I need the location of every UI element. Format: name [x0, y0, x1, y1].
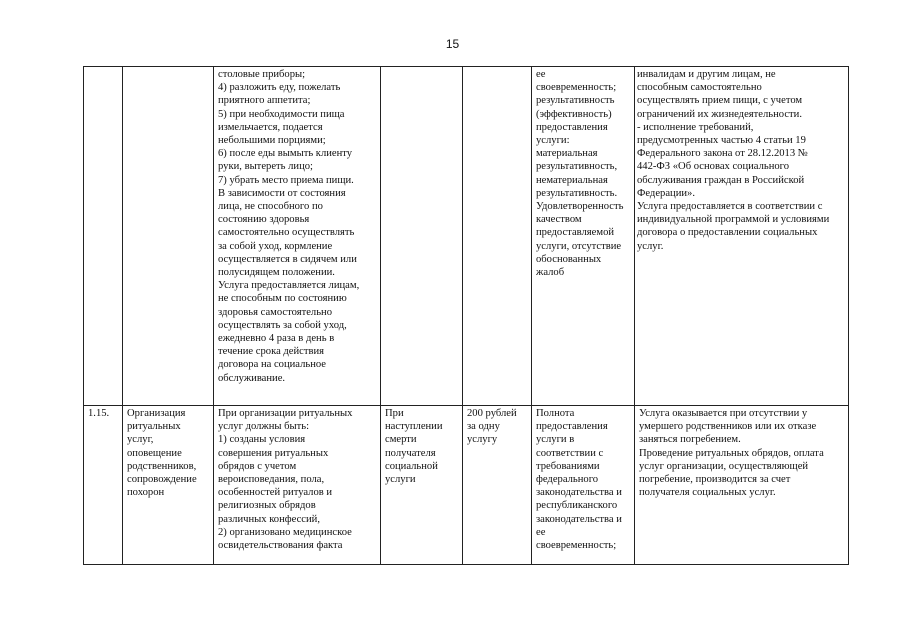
cell-text-line: оповещение — [127, 447, 182, 459]
cell-text-line: индивидуальной программой и условиями — [637, 214, 830, 226]
cell-text-line: похорон — [127, 487, 165, 499]
cell-text-line: услуги, отсутствие — [536, 240, 622, 252]
cell-text-line: предоставляемой — [536, 227, 615, 239]
cell-text-line: услуг, — [127, 434, 154, 446]
cell-conditions — [635, 406, 849, 565]
cell-text-line: материальная — [536, 148, 598, 160]
cell-text-line: качеством — [536, 214, 582, 226]
cell-text-line: различных конфессий, — [218, 513, 320, 525]
cell-text-line: здоровья самостоятельно — [218, 306, 333, 318]
cell-text-line: услуг организации, осуществляющей — [639, 460, 809, 472]
cell-text-line: договора на социальное — [218, 359, 327, 371]
cell-tariff — [463, 67, 532, 406]
cell-text-line: результативность, — [536, 161, 618, 173]
cell-text-line: заняться погребением. — [639, 434, 741, 446]
cell-text-line: осуществляется в сидячем или — [218, 253, 357, 265]
cell-text-line: Услуга оказывается при отсутствии у — [639, 408, 808, 419]
cell-text-line: своевременность; — [536, 540, 617, 552]
cell-text-line: обрядов с учетом — [218, 460, 297, 472]
cell-text-line: При организации ритуальных — [218, 408, 353, 419]
cell-text-line: приятного аппетита; — [218, 95, 311, 107]
cell-text-line: услуг должны быть: — [218, 421, 310, 433]
cell-text-line: требованиями — [536, 460, 600, 472]
cell-text-line: Услуга предоставляется в соответствии с — [637, 201, 823, 213]
cell-quality — [532, 406, 635, 565]
cell-text-line: услуги в — [536, 434, 575, 446]
cell-text-line: обслуживания граждан в Российской — [637, 174, 805, 186]
cell-text-line: 4) разложить еду, пожелать — [218, 82, 341, 94]
cell-text-line: осуществлять за собой уход, — [218, 319, 347, 331]
cell-text-line: 442-ФЗ «Об основах социального — [637, 161, 790, 173]
cell-text-line: смерти — [385, 434, 417, 446]
cell-text-line: вероисповедания, пола, — [218, 474, 325, 486]
cell-text-line: лица, не способного по — [218, 201, 323, 213]
cell-text-line: сопровождение — [127, 474, 197, 486]
cell-text-line: 1.15. — [88, 408, 110, 419]
cell-text-line: течение срока действия — [218, 346, 325, 358]
cell-text-line: Федерального закона от 28.12.2013 № — [637, 148, 808, 160]
cell-text-line: небольшими порциями; — [218, 135, 326, 147]
cell-text-line: способным самостоятельно — [637, 82, 762, 94]
cell-number — [84, 406, 123, 565]
cell-text-line: 2) организовано медицинское — [218, 526, 352, 538]
cell-text-line: - исполнение требований, — [637, 121, 754, 133]
cell-text-line: жалоб — [536, 267, 565, 279]
cell-text-line: законодательства и — [536, 513, 622, 525]
cell-text-line: ограничений их жизнедеятельности. — [637, 108, 802, 120]
cell-tariff — [463, 406, 532, 565]
cell-text-line: республиканского — [536, 500, 618, 512]
cell-text-line: руки, вытереть лицо; — [218, 161, 313, 173]
cell-text-line: не способным по состоянию — [218, 293, 347, 305]
cell-term — [381, 67, 463, 406]
cell-text-line: предусмотренных частью 4 статьи 19 — [637, 135, 806, 147]
cell-text-line: совершения ритуальных — [218, 447, 329, 459]
cell-text-line: При — [385, 408, 404, 419]
cell-text-line: Организация — [127, 408, 186, 419]
cell-text-line: 6) после еды вымыть клиенту — [218, 148, 353, 160]
cell-text-line: родственников, — [127, 460, 197, 472]
cell-text-line: ее — [536, 526, 546, 538]
services-table — [83, 66, 849, 565]
cell-text-line: за одну — [467, 421, 500, 433]
cell-text-line: религиозных обрядов — [218, 500, 316, 512]
cell-text-line: ее — [536, 69, 546, 80]
cell-number — [84, 67, 123, 406]
cell-text-line: состоянию здоровья — [218, 214, 310, 226]
cell-text-line: услуги — [385, 474, 416, 486]
cell-text-line: результативность — [536, 95, 615, 107]
table-row — [84, 406, 849, 565]
cell-text-line: умершего родственников или их отказе — [639, 421, 817, 433]
cell-text-line: результативность. — [536, 187, 618, 199]
cell-text-line: обслуживание. — [218, 372, 286, 384]
cell-text-line: освидетельствования факта — [218, 540, 343, 552]
cell-description — [214, 67, 381, 406]
page-number: 15 — [445, 37, 460, 51]
cell-quality — [532, 67, 635, 406]
cell-text-line: самостоятельно осуществлять — [218, 227, 355, 239]
cell-text-line: 5) при необходимости пища — [218, 108, 345, 120]
cell-text-line: за собой уход, кормление — [218, 240, 333, 252]
cell-text-line: услуг. — [637, 240, 664, 252]
cell-text-line: федерального — [536, 474, 599, 486]
cell-text-line: нематериальная — [536, 174, 608, 186]
cell-text-line: ежедневно 4 раза в день в — [218, 333, 335, 345]
cell-text-line: наступлении — [385, 421, 443, 433]
cell-text-line: 7) убрать место приема пищи. — [218, 174, 354, 186]
cell-text-line: полусидящем положении. — [218, 267, 335, 279]
cell-text-line: 200 рублей — [467, 408, 517, 419]
cell-text-line: Федерации». — [637, 187, 695, 199]
cell-text-line: получателя социальных услуг. — [639, 487, 776, 499]
cell-text-line: обоснованных — [536, 253, 602, 265]
cell-text-line: получателя — [385, 447, 436, 459]
cell-text-line: осуществлять прием пищи, с учетом — [637, 95, 803, 107]
cell-text-line: 1) созданы условия — [218, 434, 306, 446]
cell-text-line: погребение, производится за счет — [639, 474, 791, 486]
cell-text-line: Удовлетворенность — [536, 201, 624, 213]
cell-text-line: услуги: — [536, 135, 570, 147]
cell-text-line: Услуга предоставляется лицам, — [218, 280, 360, 292]
cell-text-line: услугу — [467, 434, 498, 446]
cell-text-line: Проведение ритуальных обрядов, оплата — [639, 447, 824, 459]
cell-text-line: соответствии с — [536, 447, 604, 459]
cell-text-line: предоставления — [536, 121, 608, 133]
cell-description — [214, 406, 381, 565]
cell-text-line: В зависимости от состояния — [218, 187, 346, 199]
cell-conditions — [635, 67, 849, 406]
cell-text-line: особенностей ритуалов и — [218, 487, 333, 499]
table-row — [84, 67, 849, 406]
cell-text-line: инвалидам и другим лицам, не — [637, 69, 776, 80]
cell-service-name — [123, 67, 214, 406]
cell-text-line: измельчается, подается — [218, 121, 323, 133]
cell-text-line: своевременность; — [536, 82, 617, 94]
cell-service-name — [123, 406, 214, 565]
cell-text-line: социальной — [385, 460, 438, 472]
cell-text-line: Полнота — [536, 408, 575, 419]
cell-text-line: ритуальных — [127, 421, 181, 433]
cell-text-line: законодательства и — [536, 487, 622, 499]
cell-text-line: договора о предоставлении социальных — [637, 227, 818, 239]
cell-text-line: столовые приборы; — [218, 69, 306, 80]
cell-term — [381, 406, 463, 565]
cell-text-line: предоставления — [536, 421, 608, 433]
cell-text-line: (эффективность) — [536, 108, 612, 120]
